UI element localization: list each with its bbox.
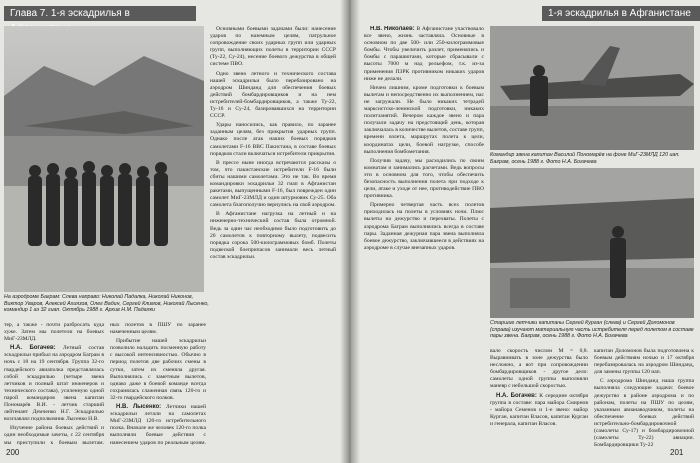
speaker-name: Н.А. Богачев: bbox=[10, 345, 56, 352]
paragraph: Прибытие нашей эскадрильи позволило наладить посменную работу с высокой интенсивностью. Обычно в период полетов две рабочих смены в сутки, затем их сменяла другая. Выполнялись с заметным вылетов, однако даже в боевой команде всегда сохранялась слаженная связь 120-го и 32-го гвардейского полков. bbox=[110, 338, 206, 401]
paragraph: К середине октября группа в составе: пара майора Смирнов - майора Семенов и 1-е звено: майор Курган, капитан Власов, капитан Курган и генерала, капитан Власов. bbox=[490, 392, 588, 427]
right-page bbox=[352, 0, 700, 463]
pilot-photo bbox=[490, 26, 694, 150]
paragraph: С аэродрома Шинданд наша группа выполняла следующие задачи: боевое дежурство в районе аэродрома и по районам, полеты на ПШУ по целям, указанным авианаводчиком, полеты на обеспечение боевых действий истребительно-бомбардировочной (самолеты Су-17) и бомбардировочной (самолеты Ту-22) авиации. Бомбардировщики Ту-22 bbox=[594, 378, 694, 448]
speaker-name: Н.В. Николаев: bbox=[370, 26, 415, 32]
paragraph: Летный состав эскадрильи прибыл на аэродром Баграм в ночь с 18 на 19 сентября. Группа 32-го гвардейского авиаполка представлялась собой эскадрилью (четыре звена летчиков и полный штат инженеров и технического состава), усиленную одной парой командиров звена капитан Пономарёв В.И. - летчик старший лейтенант Демченко Н.Г. Эскадрилью возглавлял подполковник Лысенко Н.В. bbox=[4, 345, 104, 423]
pilots-aircraft-photo-image bbox=[490, 168, 694, 318]
group-photo-image bbox=[4, 26, 204, 292]
text-column-b bbox=[210, 26, 336, 446]
photo-caption: Командир звена капитан Василий Пономарёв на фоне МиГ-23МЛД 120 иап. Баграм, осень 1988 г. Фото Н.А. Богачева bbox=[490, 152, 680, 165]
group-photo bbox=[4, 26, 204, 292]
paragraph: В прессе ныне иногда встречаются рассказы о том, что пакистанские истребители F-16 были сбиты нашими самолетами. Это не так. Во время командировки эскадрильи 32 гиап в Афганистан ракетами, выпущенными F-16, был поврежден один самолет МиГ-23МЛД и один штурмовик Су-25. Оба самолета благополучно вернулись на свой аэродром. bbox=[210, 159, 336, 209]
paragraph: Примерно четвертая часть всех полетов приходилась на полеты в условиях ночи. Плюс вылеты на дежурство и перехваты. Полеты с аэродрома Баграм выполнялись всегда в составе пары. Заданная дежурная пара звена выполняла боевое дежурство, заключавшееся в действиях на аэродроме в случае внезапных ударов. bbox=[364, 202, 484, 251]
paragraph: Одно звено летного и технического состава нашей эскадрильи было перебазировано на аэродром Шинданд для обеспечения боевых действий бомбардировщиков и на нем истребителей-бомбардировщиков, а также Ту-22, Ту-16 и Су-24, базировавшихся на территории СССР. bbox=[210, 70, 336, 120]
paragraph: вало скорость числом М = 0,8. Выравнивать в зоне дежурства было несложно, а вот при сопровождении бомбардировщиков - другое дело: самолеты одной группы выполняли маневр с небольшой скоростью. bbox=[490, 348, 588, 390]
pilot-photo-image bbox=[490, 26, 694, 150]
paragraph: Основными боевыми задачами были: нанесение ударов по наземным целям, патрульное сопровождение своих ударных групп или ударных групп, выполняющих полеты в территории СССР (Ту-22, Су-24), несение боевого дежурства в общей системе ПВО. bbox=[210, 26, 336, 68]
paragraph: В Афганистане участвовало все звено, жизнь заставляла. Основные в основном по две 500- или 250-килограммовые бомбы. Чтобы увеличить разлет, применялись и бомбы с парашютами, которые сбрасывали с высоты 7000 м над рельефом, т.к. из-за применения ПЗРК противником никаких ударов ниже не делали. bbox=[364, 26, 484, 82]
photo-caption: На аэродроме Баграм: Слева направо: Николай Падалка, Николай Никонов, Виктор Уваров, Алексей Ахиязов, Олег Вадин, Сергей Климов, Николай Лысенко, командир 1 аэ 32 гиап. Октябрь 1988 г. Архив Н.М. Падалки bbox=[4, 294, 209, 314]
page-number: 200 bbox=[6, 448, 20, 457]
text-column-f bbox=[594, 348, 694, 448]
left-page bbox=[0, 0, 348, 463]
paragraph: Получив задачу, мы расходились по своим комнатам и занимались расчетами. Ведь вопросы эти в основном для того, чтобы обеспечить безопасность выполнения полета при подходе к цели, атаке и уходе от нее, противодействие ПВО противника. bbox=[364, 157, 484, 200]
paragraph: капитан Доломонов была подготовлена к боевым действиям ночью и 17 октября перебазировалась на аэродром Шинданд, для замены группы 120 иап. bbox=[594, 348, 694, 376]
photo-caption: Старшие летчики капитаны Сергей Курган (слева) и Сергей Доломонов (справа) изучают материальную часть истребителя перед полетом в составе пары звена. Баграм, осень 1988 г. Фото Н.А. Богачева bbox=[490, 320, 694, 340]
paragraph: Удары наносились, как правило, по заранее заданным целям, без прикрытия ударных групп. Однако после атак наших боевых порядков самолетами F-16 ВВС Пакистана, в составе боевых порядков стали включаться истребители прикрытия. bbox=[210, 122, 336, 157]
text-column-c bbox=[110, 322, 206, 446]
paragraph: Ничем лишним, кроме подготовки к боевым вылетам и непосредственно их выполнением, нас не загружали. Не было никаких тетрадей марксистско-ленинской подготовки, никаких политзанятий. Вечером каждое звено и пара получали задачу на предстоящий день, которая заключалась в количестве вылетов, составе групп, времени взлета, маршрутах полета к цели, координатах цели, боевой нагрузке, способе выполнения бомбометания. bbox=[364, 84, 484, 155]
text-column-a bbox=[4, 322, 104, 446]
speaker-name: Н.А. Богачев: bbox=[496, 392, 537, 399]
chapter-header: 1-я эскадрилья в Афганистане bbox=[542, 6, 700, 21]
pilots-aircraft-photo bbox=[490, 168, 694, 318]
text-column-d bbox=[364, 26, 484, 446]
text-column-e bbox=[490, 348, 588, 448]
paragraph: тер, а также - почти разбросать куда хуже. Затем мы полетели на боевых МиГ-23МЛД. bbox=[4, 322, 104, 343]
page-number: 201 bbox=[670, 448, 684, 457]
paragraph: В Афганистане нагрузка на летный и на инженерно-технический состав была огромной. Ведь за один час необходимо было подготовить до 20 самолетов к повторному вылету, подвесить порядка сорока 500-килограммовых бомб. Полеты подвеской боеприпасов занимали весь летный состав эскадрильи. bbox=[210, 211, 336, 260]
paragraph: Изучение района боевых действий и один необходимые зачеты, с 22 сентября мы приступили к боевым вылетам. bbox=[4, 425, 104, 446]
paragraph: Летчики нашей эскадрильи летали на самолетах МиГ-23МЛД 120-го истребительного полка. Вначале же человек 120-го полка выполняли боевые действия с нанесением ударов по реальным целям. bbox=[110, 404, 206, 446]
paragraph: ных полетов в ПШУ по заранее намеченным целям. bbox=[110, 322, 206, 336]
chapter-header: Глава 7. 1-я эскадрилья в bbox=[4, 6, 196, 21]
speaker-name: Н.В. Лысенко: bbox=[116, 404, 162, 411]
